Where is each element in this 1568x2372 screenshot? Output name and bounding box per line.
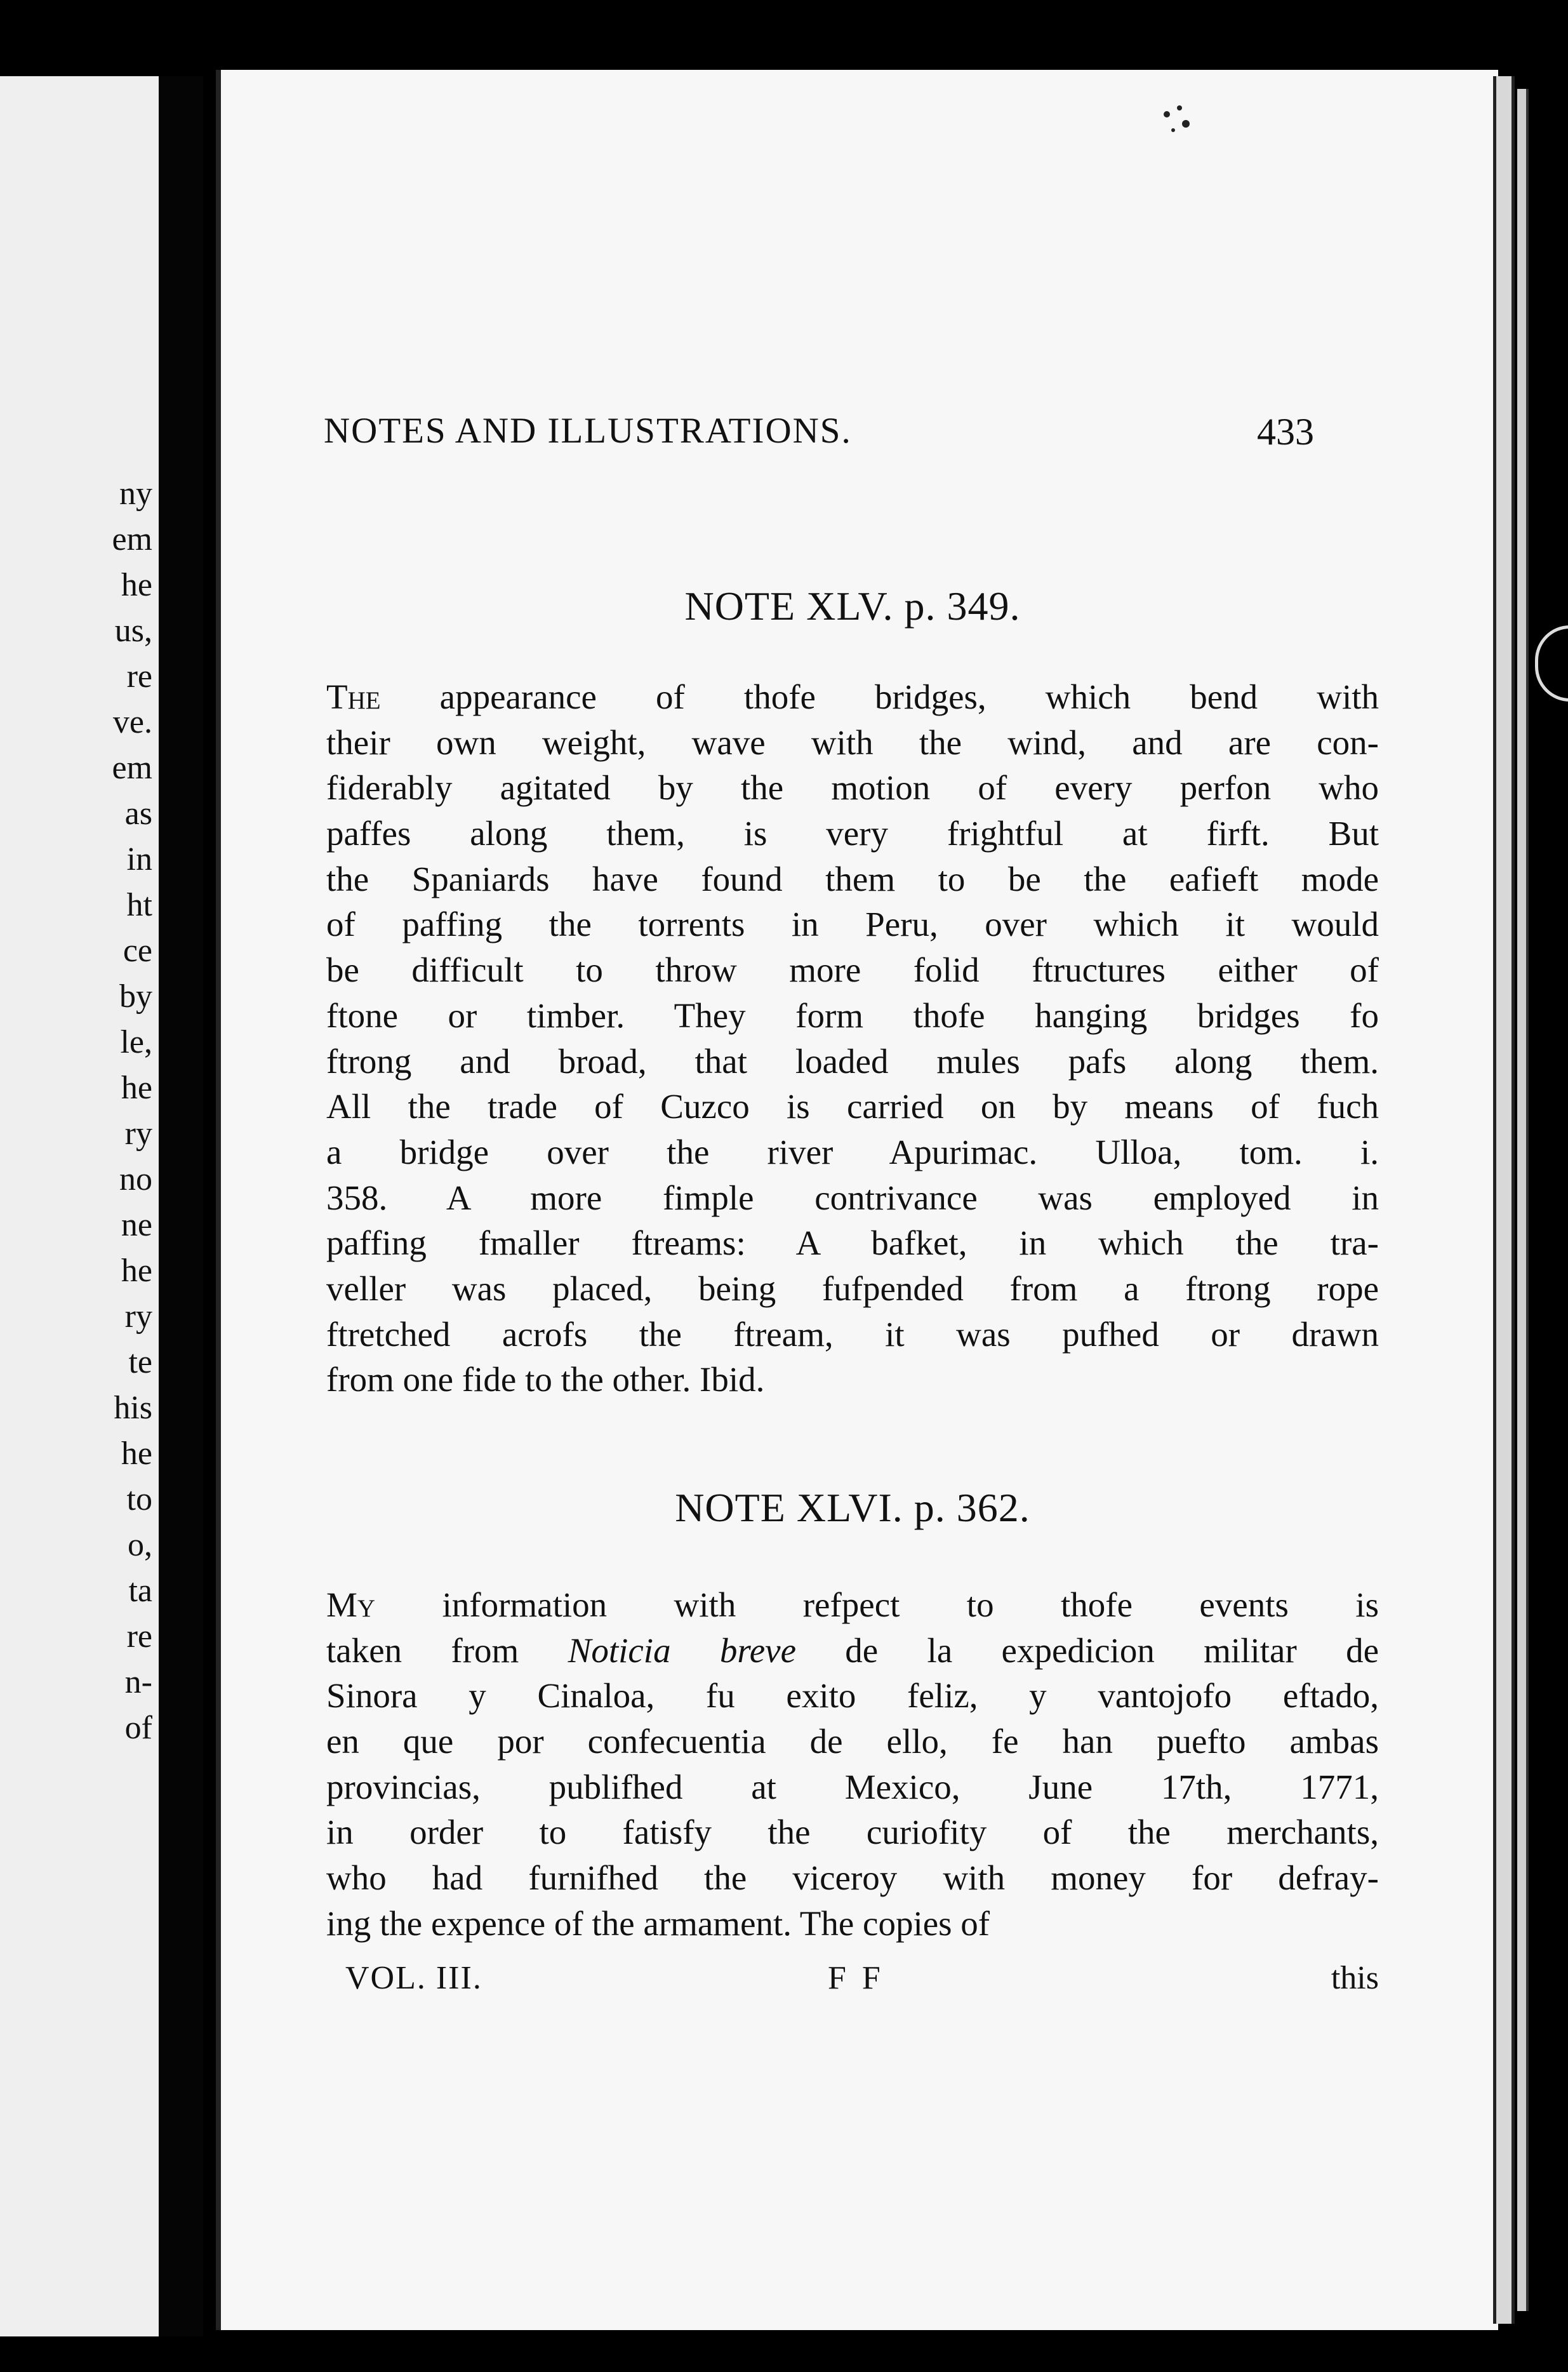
- text-segment: paffing fmaller ftreams: A bafket, in which the tra-: [326, 1223, 1379, 1263]
- text-line: [326, 720, 1379, 766]
- drop-smallcaps-word: The: [326, 677, 381, 716]
- facing-page-fragment-line: he: [121, 1436, 152, 1472]
- text-segment: in order to fatisfy the curiofity of the merchants,: [326, 1813, 1379, 1852]
- facing-page-fragment-line: re: [126, 1618, 152, 1655]
- text-line: [326, 811, 1379, 856]
- text-segment: a bridge over the river Apurimac. Ulloa, tom. i.: [326, 1132, 1379, 1171]
- text-line: [326, 993, 1379, 1039]
- book-gutter: [159, 76, 203, 2336]
- facing-page-fragment-line: no: [119, 1161, 152, 1197]
- note-paragraph: [326, 1582, 1379, 1947]
- facing-page-fragment-line: he: [121, 567, 152, 603]
- text-line: [326, 947, 1379, 993]
- text-segment: who had furnifhed the viceroy with money for defray-: [326, 1858, 1379, 1898]
- facing-page-fragment-line: te: [128, 1344, 152, 1380]
- text-segment: All the trade of Cuzco is carried on by means of fuch: [326, 1087, 1379, 1126]
- facing-page-fragment-line: ve.: [112, 704, 152, 740]
- text-line: [326, 1628, 1379, 1674]
- facing-page-fragment-line: n-: [124, 1664, 152, 1700]
- facing-page-fragment-line: his: [114, 1390, 152, 1426]
- text-line: [326, 1084, 1379, 1129]
- text-segment: be difficult to throw more folid ftructures either of: [326, 950, 1379, 990]
- text-segment: of paffing the torrents in Peru, over which it would: [326, 905, 1379, 944]
- text-segment: paffes along them, is very frightful at firft. But: [326, 814, 1379, 853]
- page-footer: [326, 1959, 1379, 2004]
- text-line: [326, 1582, 1379, 1628]
- facing-page-fragment-line: ny: [119, 476, 152, 512]
- text-line: [326, 1855, 1379, 1901]
- facing-page-fragment-line: of: [124, 1710, 152, 1746]
- drop-smallcaps-word: My: [326, 1585, 376, 1624]
- text-line: [326, 1220, 1379, 1266]
- facing-page-fragment-line: o,: [128, 1527, 152, 1563]
- text-segment: veller was placed, being fufpended from a ftrong rope: [326, 1269, 1379, 1308]
- facing-page-fragment-line: re: [126, 658, 152, 695]
- facing-page-fragment-line: ht: [126, 887, 152, 923]
- facing-page-fragment-line: by: [119, 978, 152, 1015]
- text-segment: appearance of thofe bridges, which bend with: [380, 677, 1379, 716]
- note-paragraph: [326, 674, 1379, 1403]
- text-line: [326, 856, 1379, 902]
- signature-volume: VOL. III.: [345, 1960, 482, 1996]
- text-line: [326, 1312, 1379, 1357]
- text-line: [326, 1901, 1379, 1947]
- facing-page-fragment-line: in: [126, 841, 152, 877]
- note-heading: NOTE XLV. p. 349.: [684, 583, 1021, 629]
- text-segment: 358. A more fimple contrivance was employed in: [326, 1178, 1379, 1217]
- signature-mark: F F: [828, 1960, 884, 1996]
- catchword: this: [1331, 1960, 1379, 1996]
- text-segment: Sinora y Cinaloa, fu exito feliz, y vantojofo eftado,: [326, 1676, 1379, 1716]
- running-head: [221, 410, 1452, 461]
- text-segment: from one fide to the other. Ibid.: [326, 1360, 765, 1399]
- text-line: [326, 1764, 1379, 1810]
- facing-page-fragment-line: em: [112, 750, 152, 786]
- italic-title: Noticia breve: [568, 1630, 796, 1670]
- text-line: [326, 1266, 1379, 1312]
- facing-page-fragment-line: to: [126, 1481, 152, 1517]
- facing-page-fragment-line: ry: [124, 1116, 152, 1152]
- text-line: [326, 1719, 1379, 1764]
- facing-page-fragment-line: ta: [128, 1573, 152, 1609]
- note-heading: NOTE XLVI. p. 362.: [675, 1485, 1030, 1530]
- text-segment: de la expedicion militar de: [796, 1630, 1379, 1670]
- text-line: [326, 1809, 1379, 1855]
- book-page: [216, 70, 1498, 2330]
- clip-mark: [1535, 625, 1568, 702]
- text-line: [326, 1039, 1379, 1084]
- text-segment: fiderably agitated by the motion of every perfon who: [326, 768, 1379, 808]
- facing-page-fragment-line: ne: [121, 1207, 152, 1243]
- facing-page-fragment-line: le,: [120, 1024, 152, 1060]
- page-number: 433: [1257, 411, 1314, 453]
- text-segment: ftrong and broad, that loaded mules pafs along them.: [326, 1041, 1379, 1081]
- text-segment: the Spaniards have found them to be the eafieft mode: [326, 859, 1379, 898]
- text-line: [326, 765, 1379, 811]
- text-segment: information with refpect to thofe events is: [375, 1585, 1379, 1624]
- text-segment: their own weight, wave with the wind, and are con-: [326, 723, 1379, 762]
- text-line: [326, 674, 1379, 720]
- ink-speck-decoration: [1160, 102, 1211, 140]
- text-segment: en que por confecuentia de ello, fe han puefto ambas: [326, 1722, 1379, 1761]
- text-segment: provincias, publifhed at Mexico, June 17th, 1771,: [326, 1767, 1379, 1806]
- text-line: [326, 902, 1379, 947]
- text-line: [326, 1673, 1379, 1719]
- running-title: NOTES AND ILLUSTRATIONS.: [324, 411, 852, 451]
- facing-page-text-fragments: [0, 471, 152, 1751]
- page-edge: [1493, 76, 1515, 2324]
- text-segment: taken from: [326, 1630, 568, 1670]
- text-line: [326, 1129, 1379, 1175]
- page-edge: [1517, 89, 1529, 2311]
- text-line: [326, 1357, 1379, 1403]
- text-segment: ftretched acrofs the ftream, it was pufhed or drawn: [326, 1314, 1379, 1354]
- text-line: [326, 1175, 1379, 1221]
- facing-page-fragment-line: he: [121, 1253, 152, 1289]
- facing-page-fragment-line: as: [124, 796, 152, 832]
- facing-page-fragment-line: us,: [114, 613, 152, 649]
- facing-page-fragment-line: em: [112, 521, 152, 557]
- text-segment: ftone or timber. They form thofe hanging bridges fo: [326, 996, 1379, 1035]
- facing-page-fragment: [0, 76, 159, 2336]
- facing-page-fragment-line: ry: [124, 1298, 152, 1335]
- text-segment: ing the expence of the armament. The copies of: [326, 1903, 990, 1943]
- facing-page-fragment-line: he: [121, 1070, 152, 1106]
- facing-page-fragment-line: ce: [123, 933, 152, 969]
